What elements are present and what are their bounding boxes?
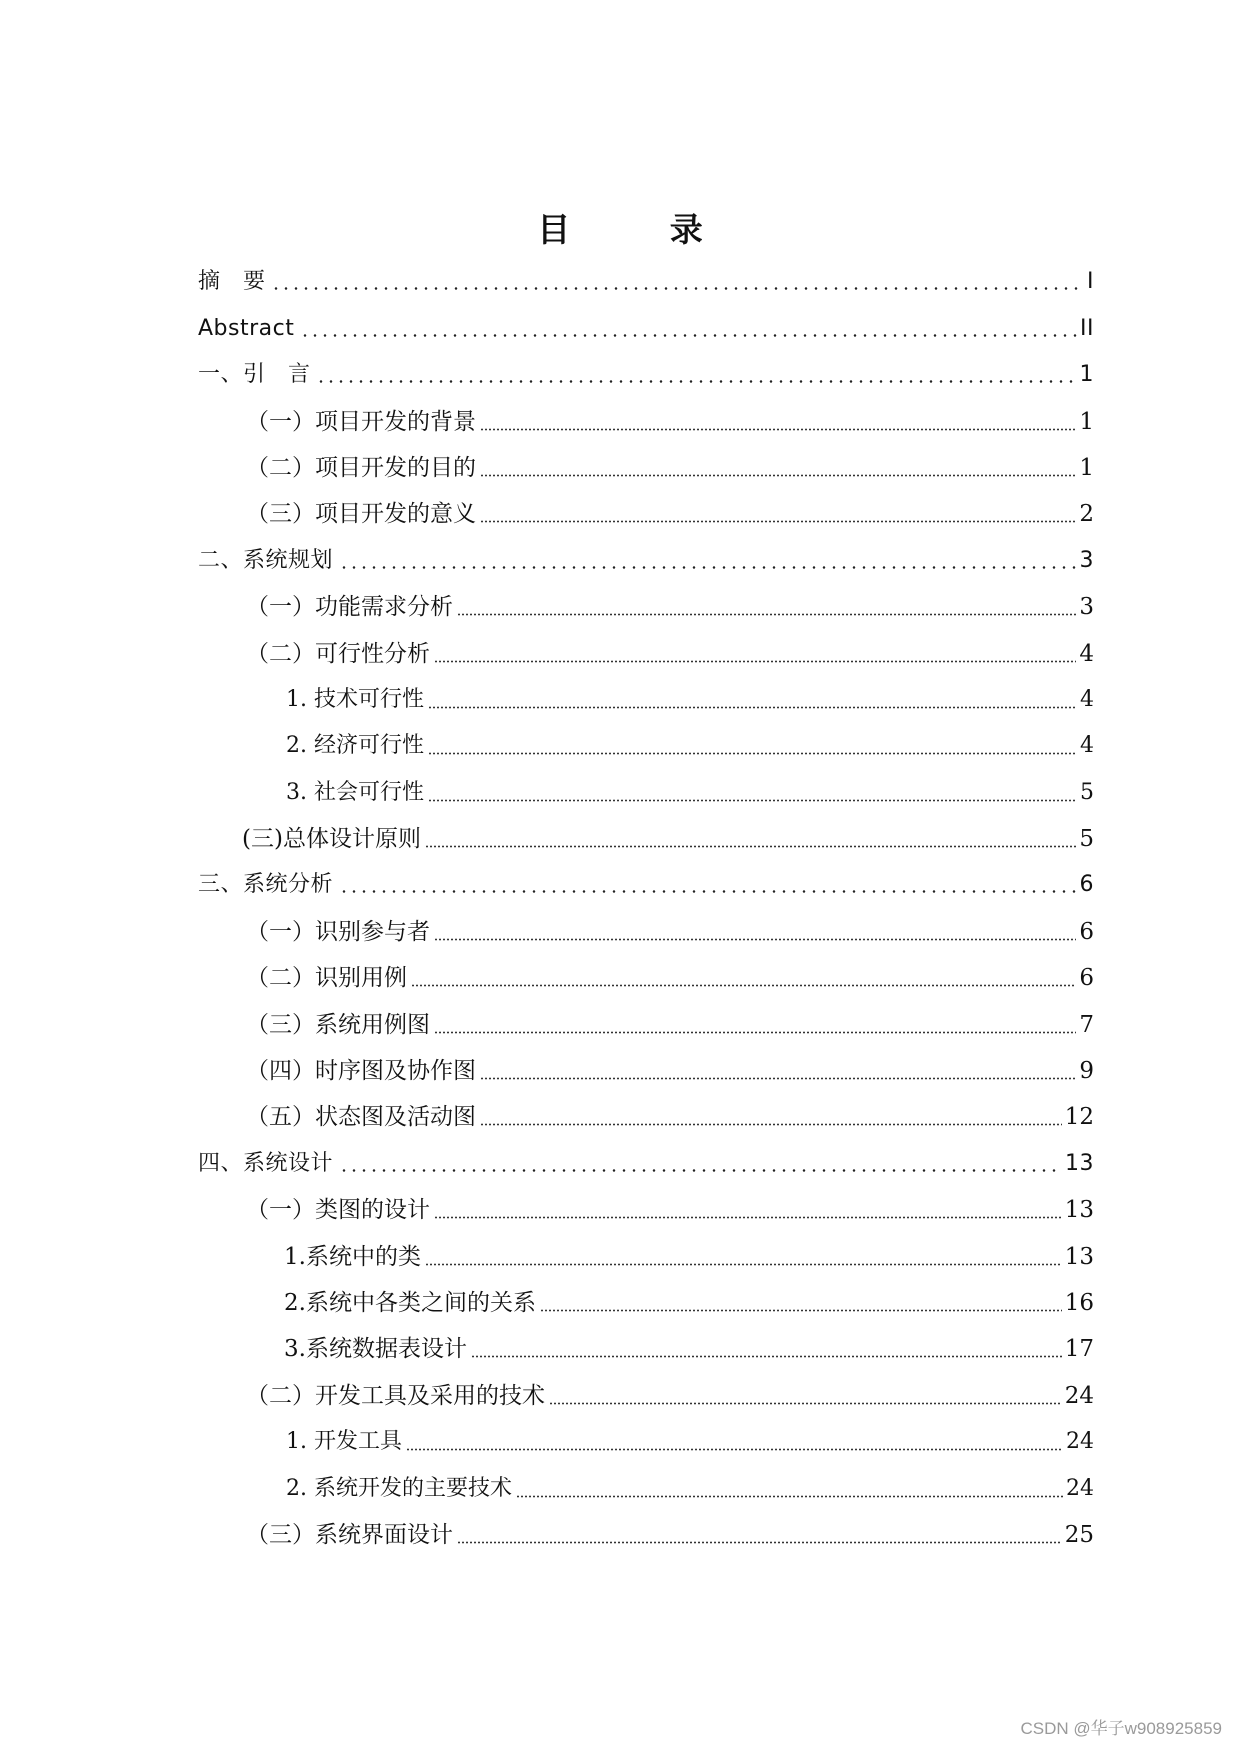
dot-leader <box>516 1495 1063 1498</box>
toc-entry-page: II <box>1080 315 1094 341</box>
toc-entry-label: （三）系统用例图 <box>246 1011 430 1038</box>
dot-leader <box>425 845 1076 848</box>
toc-entry-label: (三)总体设计原则 <box>242 826 421 853</box>
toc-entry-label: （一）项目开发的背景 <box>246 408 476 435</box>
toc-entry-label: 四、系统设计 <box>198 1150 334 1176</box>
toc-entry[interactable] <box>198 672 1094 718</box>
toc-entry-page: 6 <box>1079 965 1094 992</box>
toc-entry-label: 二、系统规划 <box>198 547 334 573</box>
table-of-contents <box>198 254 1094 1553</box>
toc-entry[interactable] <box>198 1043 1094 1089</box>
dot-leader <box>540 1309 1062 1312</box>
toc-entry-page: 3 <box>1079 594 1094 621</box>
toc-entry-page: 24 <box>1066 1475 1094 1501</box>
dot-leader <box>434 1216 1062 1219</box>
dot-leader <box>406 1448 1063 1451</box>
dot-leader <box>337 566 1076 569</box>
toc-entry[interactable] <box>198 347 1094 393</box>
dot-leader <box>457 1541 1062 1544</box>
toc-entry-label: 摘 要 <box>198 269 266 295</box>
toc-entry[interactable] <box>198 1089 1094 1135</box>
toc-entry-label: （四）时序图及协作图 <box>246 1058 476 1085</box>
dot-leader <box>298 334 1077 337</box>
toc-entry-page: 1 <box>1079 362 1094 388</box>
toc-entry[interactable] <box>198 1507 1094 1553</box>
toc-entry[interactable] <box>198 1414 1094 1460</box>
toc-entry-label: （一）功能需求分析 <box>246 594 453 621</box>
toc-entry-label: （二）开发工具及采用的技术 <box>246 1382 545 1409</box>
dot-leader <box>337 890 1076 893</box>
toc-entry-label: 2. 系统开发的主要技术 <box>286 1475 512 1501</box>
toc-entry[interactable] <box>198 579 1094 625</box>
dot-leader <box>337 1169 1062 1172</box>
toc-entry-page: 5 <box>1080 779 1094 805</box>
toc-entry-label: （二）识别用例 <box>246 965 407 992</box>
toc-entry[interactable] <box>198 718 1094 764</box>
toc-entry-page: 4 <box>1079 640 1094 667</box>
toc-entry-page: 13 <box>1064 1243 1094 1270</box>
toc-entry-page: 13 <box>1064 1197 1094 1224</box>
toc-entry-label: 3.系统数据表设计 <box>284 1336 467 1363</box>
toc-entry-page: 25 <box>1064 1521 1094 1548</box>
toc-entry-page: 12 <box>1064 1104 1094 1131</box>
toc-entry-label: （五）状态图及活动图 <box>246 1104 476 1131</box>
toc-entry[interactable] <box>198 1182 1094 1228</box>
toc-entry-label: 1.系统中的类 <box>284 1243 421 1270</box>
toc-entry[interactable] <box>198 811 1094 857</box>
toc-entry-label: 三、系统分析 <box>198 872 334 898</box>
toc-entry[interactable] <box>198 996 1094 1042</box>
toc-entry[interactable] <box>198 486 1094 532</box>
dot-leader <box>269 287 1084 290</box>
toc-entry-page: 3 <box>1079 547 1094 573</box>
toc-entry-page: 4 <box>1080 686 1094 712</box>
toc-entry-page: 24 <box>1066 1429 1094 1455</box>
toc-entry[interactable] <box>198 532 1094 578</box>
toc-entry-label: （二）项目开发的目的 <box>246 454 476 481</box>
toc-entry-label: （三）系统界面设计 <box>246 1521 453 1548</box>
dot-leader <box>549 1402 1062 1405</box>
dot-leader <box>480 428 1076 431</box>
toc-entry[interactable] <box>198 254 1094 300</box>
toc-entry-page: 7 <box>1079 1011 1094 1038</box>
toc-entry[interactable] <box>198 625 1094 671</box>
toc-entry-page: 1 <box>1079 454 1094 481</box>
dot-leader <box>411 984 1076 987</box>
dot-leader <box>314 380 1076 383</box>
toc-entry-label: 1. 开发工具 <box>286 1429 402 1455</box>
toc-entry[interactable] <box>198 1321 1094 1367</box>
toc-entry-page: 13 <box>1065 1150 1094 1176</box>
dot-leader <box>428 706 1077 709</box>
toc-entry-page: 6 <box>1079 918 1094 945</box>
dot-leader <box>480 1123 1062 1126</box>
toc-entry-label: Abstract <box>198 315 295 341</box>
toc-entry[interactable] <box>198 1367 1094 1413</box>
toc-entry-page: 5 <box>1079 826 1094 853</box>
dot-leader <box>428 752 1077 755</box>
dot-leader <box>434 1031 1076 1034</box>
dot-leader <box>434 660 1076 663</box>
toc-entry[interactable] <box>198 950 1094 996</box>
toc-entry[interactable] <box>198 300 1094 346</box>
toc-entry-label: （一）识别参与者 <box>246 918 430 945</box>
toc-entry-label: 2.系统中各类之间的关系 <box>284 1289 536 1316</box>
toc-entry-page: 17 <box>1064 1336 1094 1363</box>
toc-entry[interactable] <box>198 1460 1094 1506</box>
toc-entry-page: 16 <box>1064 1289 1094 1316</box>
dot-leader <box>425 1263 1062 1266</box>
toc-entry[interactable] <box>198 1135 1094 1181</box>
toc-entry-label: 2. 经济可行性 <box>286 733 424 759</box>
toc-entry-page: 9 <box>1079 1058 1094 1085</box>
toc-entry-page: I <box>1087 269 1094 295</box>
toc-entry[interactable] <box>198 393 1094 439</box>
dot-leader <box>471 1355 1062 1358</box>
dot-leader <box>428 799 1077 802</box>
dot-leader <box>480 474 1076 477</box>
toc-entry-label: （三）项目开发的意义 <box>246 501 476 528</box>
toc-entry-label: 3. 社会可行性 <box>286 779 424 805</box>
toc-entry[interactable] <box>198 764 1094 810</box>
toc-entry[interactable] <box>198 440 1094 486</box>
toc-entry-page: 6 <box>1079 872 1094 898</box>
dot-leader <box>434 938 1076 941</box>
dot-leader <box>480 1077 1076 1080</box>
toc-entry-page: 24 <box>1064 1382 1094 1409</box>
toc-entry-page: 4 <box>1080 733 1094 759</box>
toc-entry[interactable] <box>198 1275 1094 1321</box>
toc-entry-page: 2 <box>1079 501 1094 528</box>
toc-entry[interactable] <box>198 857 1094 903</box>
toc-entry[interactable] <box>198 903 1094 949</box>
page-title: 目 录 <box>537 210 747 249</box>
dot-leader <box>457 613 1076 616</box>
dot-leader <box>480 520 1076 523</box>
toc-entry-page: 1 <box>1079 408 1094 435</box>
toc-entry[interactable] <box>198 1228 1094 1274</box>
toc-entry-label: 一、引 言 <box>198 362 311 388</box>
toc-entry-label: 1. 技术可行性 <box>286 686 424 712</box>
toc-entry-label: （二）可行性分析 <box>246 640 430 667</box>
watermark: CSDN @华子w908925859 <box>1020 1719 1222 1738</box>
toc-entry-label: （一）类图的设计 <box>246 1197 430 1224</box>
